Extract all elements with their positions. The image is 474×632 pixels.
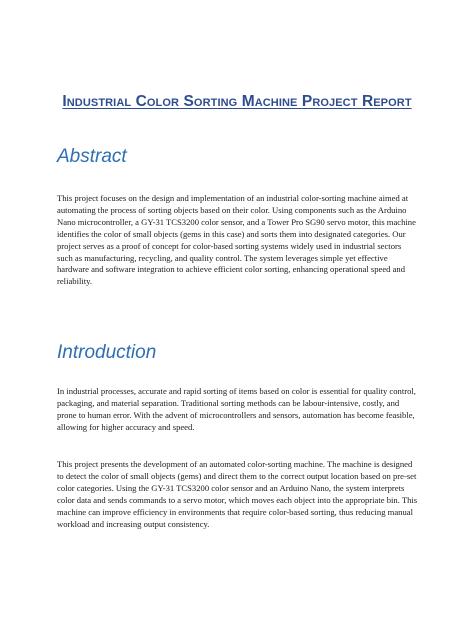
abstract-heading: Abstract xyxy=(57,146,127,167)
report-title: Industrial Color Sorting Machine Project Report xyxy=(62,93,412,111)
abstract-paragraph: This project focuses on the design and implementation of an industrial color-sorting machine aimed at automating the process of sorting objects based on their color. Using components such as the Arduino Nano microcontroller, a GY-31 TCS3200 color sensor, and a Tower Pro SG90 servo motor, this machine identifies the color of small objects (gems in this case) and sorts them into designated categories. Our project serves as a proof of concept for color-based sorting systems widely used in industrial sectors such as manufacturing, recycling, and quality control. The system leverages simple yet effective hardware and software integration to achieve efficient color sorting, enhancing operational speed and reliability. xyxy=(57,193,416,287)
introduction-paragraph-1: In industrial processes, accurate and rapid sorting of items based on color is essential for quality control, packaging, and material separation. Traditional sorting methods can be labour-intensive, costly, and prone to human error. With the advent of microcontrollers and sensors, automation has become feasible, allowing for higher accuracy and speed. xyxy=(57,386,416,432)
introduction-paragraph-2: This project presents the development of an automated color-sorting machine. The machine is designed to detect the color of small objects (gems) and direct them to the correct output location based on pre-set color categories. Using the GY-31 TCS3200 color sensor and an Arduino Nano, the system interprets color data and sends commands to a servo motor, which moves each object into the appropriate bin. This machine can improve efficiency in environments that require color-based sorting, thus reducing manual workload and increasing output consistency. xyxy=(57,459,418,529)
introduction-heading: Introduction xyxy=(57,342,157,363)
